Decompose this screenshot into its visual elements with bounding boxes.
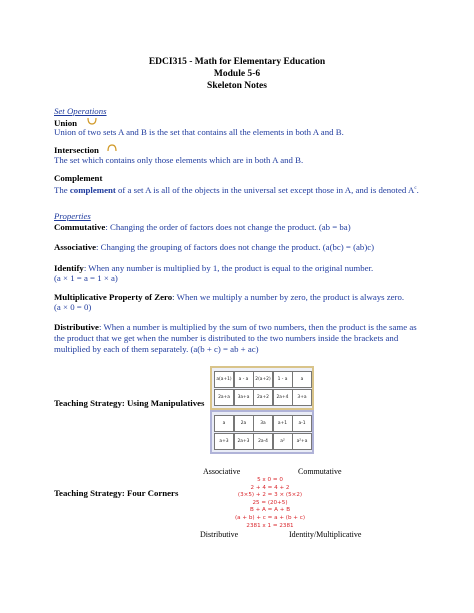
manipulative-card: 3a: [253, 415, 273, 432]
identify-text: : When any number is multiplied by 1, the product is equal to the original number.: [83, 263, 374, 273]
commutative-label: Commutative: [54, 222, 106, 232]
identify-label: Identify: [54, 263, 84, 273]
zero-property-text: : When we multiply a number by zero, the product is always zero.: [172, 292, 405, 302]
manipulative-card: 2a: [234, 415, 254, 432]
notes-subtitle: Skeleton Notes: [207, 81, 267, 91]
set-operations-heading: Set Operations: [54, 106, 107, 116]
intersection-label: Intersection: [54, 145, 99, 155]
four-corners-equations: [218, 477, 322, 530]
manipulative-card: a-1: [292, 415, 312, 432]
complement-definition: [54, 183, 454, 196]
union-label: Union: [54, 118, 77, 128]
corner-commutative: Commutative: [298, 467, 342, 476]
equation: 5 x 0 = 0: [257, 477, 283, 483]
manipulative-card: a(a+1): [214, 371, 234, 388]
manipulative-card: a: [214, 415, 234, 432]
complement-text-post: of a set A is all of the objects in the universal set except those in A, and is denoted A: [115, 184, 415, 195]
equation: 2 + 4 = 4 + 2: [250, 484, 290, 491]
equation: 2381 x 1 = 2381: [246, 522, 294, 529]
associative-text: : Changing the grouping of factors does not change the product. (a(bc) = (ab)c): [96, 242, 375, 252]
commutative-text: : Changing the order of factors does not change the product. (ab = ba): [105, 222, 351, 232]
properties-heading: Properties: [54, 211, 91, 221]
corner-identity: Identity/Multiplicative: [289, 530, 362, 539]
manipulative-card: a - a: [234, 371, 254, 388]
distributive-label: Distributive: [54, 322, 99, 332]
intersection-definition: The set which contains only those elements which are in both A and B.: [54, 155, 304, 165]
manipulative-card: 2a+3: [234, 433, 254, 450]
associative-item: [54, 242, 424, 253]
intersection-symbol-icon: [106, 143, 118, 153]
associative-label: Associative: [54, 242, 97, 252]
manipulatives-heading: Teaching Strategy: Using Manipulatives: [54, 398, 205, 408]
module-title: Module 5-6: [213, 69, 261, 79]
manipulative-card: a: [292, 371, 312, 388]
complement-period: .: [416, 184, 419, 195]
manipulative-card: 2a+a: [214, 389, 234, 406]
manipulative-card: 3a+a: [234, 389, 254, 406]
complement-superscript: c: [414, 186, 417, 191]
manipulative-card: a+1: [273, 415, 293, 432]
equation: 25 = (20+5): [252, 499, 288, 506]
zero-property-label: Multiplicative Property of Zero: [54, 292, 173, 302]
complement-text-pre: The: [54, 184, 70, 195]
distributive-item: [54, 322, 422, 355]
identify-formula: (a × 1 = a = 1 × a): [54, 273, 118, 283]
union-symbol-icon: [86, 116, 98, 126]
manipulative-card: a²: [273, 433, 293, 450]
four-corners-heading: Teaching Strategy: Four Corners: [54, 488, 179, 498]
corner-distributive: Distributive: [200, 530, 239, 539]
manipulative-card: 2a+2: [253, 389, 273, 406]
union-definition: Union of two sets A and B is the set that contains all the elements in both A and B.: [54, 127, 344, 137]
course-title: EDCI315 - Math for Elementary Education: [148, 57, 326, 67]
manipulative-card: 2a-4: [253, 433, 273, 450]
manipulative-card: 3+a: [292, 389, 312, 406]
complement-label: Complement: [54, 173, 103, 183]
zero-property-formula: (a × 0 = 0): [54, 302, 92, 312]
equation: (3×5) + 2 = 3 × (5×2): [237, 492, 303, 499]
commutative-item: [54, 222, 424, 233]
equation: (a + b) + c = a + (b + c): [234, 514, 306, 521]
distributive-text: : When a number is multiplied by the sum of two numbers, then the product is the same as the product that we get when the number is distributed to the two numbers inside the brackets and multiplied by each of them separately. (a(b + c) = ab + ac): [54, 322, 417, 354]
manipulative-card: a+3: [214, 433, 234, 450]
corner-associative: Associative: [203, 467, 241, 476]
manipulative-card: 1 - a: [273, 371, 293, 388]
manipulative-card: 2(a+2): [253, 371, 273, 388]
complement-keyword: complement: [69, 184, 116, 195]
equation: B + A = A + B: [249, 507, 291, 514]
manipulative-card: 2a+4: [273, 389, 293, 406]
manipulative-card: a²+a: [292, 433, 312, 450]
